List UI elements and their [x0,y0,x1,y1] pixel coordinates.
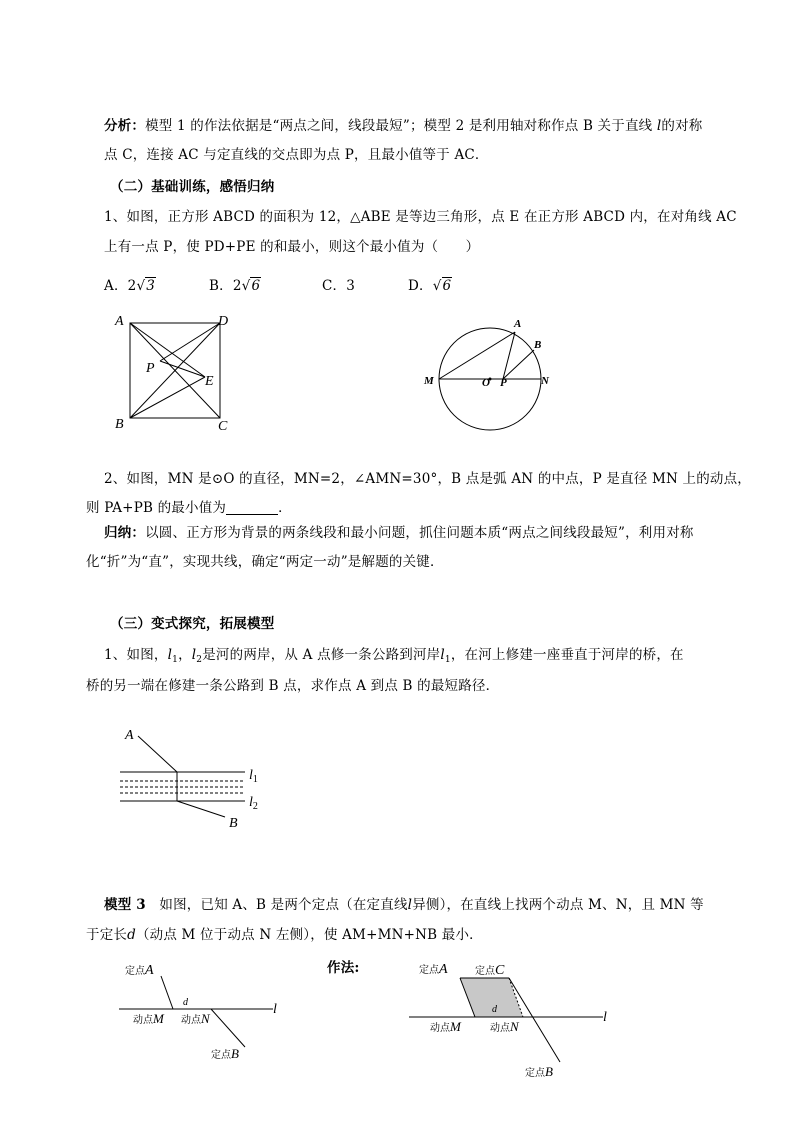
option-b-label: B．2 [209,278,242,294]
cir-label-a: A [514,318,522,330]
cir-label-p: P [500,377,507,389]
m3f1-fixed-b: 定点B [211,1046,239,1061]
m3f1-moving-m: 动点M [133,1011,164,1026]
model3-figure-1 [115,960,295,1070]
cir-label-o: O [482,377,490,389]
option-d-label: D． [408,278,433,294]
m3f2-d: d [492,1004,497,1015]
s3-l2-sub: 2 [196,655,203,665]
s2-q2-line-1: 2、如图，MN 是⊙O 的直径，MN=2，∠AMN=30°，B 点是弧 AN 的中点，P 是直径 MN 上的动点， [104,471,752,487]
analysis-var-l: l [656,118,662,134]
m3f2-fixed-a: 定点A [419,962,448,977]
m3f1-segment-am [161,976,173,1009]
square-figure [110,308,240,438]
m3f1-l: l [273,1002,277,1017]
analysis-line-2: 点 C，连接 AC 与定直线的交点即为点 P，且最小值等于 AC． [104,147,489,163]
m3f2-moving-m: 动点M [430,1019,461,1034]
s2-q2-line-2 [86,498,292,518]
river-label-l1: $l_1$ [249,768,258,785]
analysis-text: 模型 1 的作法依据是“两点之间，线段最短”；模型 2 是利用轴对称作点 B 关于直线 [145,118,653,134]
option-a-label: A．2 [104,278,137,294]
option-a-radicand: 3 [146,278,156,294]
s3-tail: ，在河上修建一座垂直于河岸的桥，在 [450,647,684,663]
method-label: 作法: [327,960,360,976]
model3-line-1 [104,895,704,915]
option-d: D．√6 [408,278,452,294]
s3-sep: ， [178,647,192,663]
segment-be [130,377,205,418]
segment-pe [160,361,205,377]
s3-l1b: l [440,647,445,663]
model3-var-d: d [127,927,136,943]
s3-q1-line-1 [104,645,684,670]
option-d-radicand: 6 [442,278,452,294]
sq-label-d: D [218,314,229,329]
road-a [138,736,177,772]
model3-label: 模型 3 [104,897,146,913]
option-b-radicand: 6 [251,278,261,294]
model3-figure-2 [405,958,620,1088]
analysis-label: 分析： [104,118,146,134]
s3-l1: l [167,647,173,663]
q2-prefix: 则 PA+PB 的最小值为 [86,500,227,516]
m3f2-fixed-c: 定点C [475,963,505,978]
section2-heading: （二）基础训练，感悟归纳 [110,179,275,195]
circle-figure [420,312,560,432]
sq-label-e: E [205,374,214,389]
analysis-text-tail: 的对称 [661,118,703,134]
model3-line-2 [86,925,483,945]
m3f1-d: d [183,997,188,1008]
section3-heading: （三）变式探究，拓展模型 [110,616,275,632]
river-label-a: A [125,728,134,743]
model3-line2-tail: （动点 M 位于动点 N 左侧），使 AM+MN+NB 最小． [135,927,483,943]
option-a: A．2√3 [104,278,156,294]
road-b [177,801,225,817]
option-b: B．2√6 [209,278,261,294]
m3f2-l: l [603,1010,607,1025]
model3-text: 如图，已知 A、B 是两个定点（在定直线 [159,897,408,913]
river-label-b: B [229,816,238,831]
summary-line-2: 化“折”为“直”，实现共线，确定“两定一动”是解题的关键． [86,554,444,570]
segment-ap [503,332,515,379]
s3-q1-line-2: 桥的另一端在修建一条公路到 B 点，求作点 A 到点 B 的最短路径． [86,678,500,694]
summary-text: 以圆、正方形为背景的两条线段和最小问题，抓住问题本质“两点之间线段最短”，利用对称 [145,525,694,541]
m3f2-fixed-b: 定点B [525,1064,553,1079]
segment-ma [439,332,515,379]
q2-suffix: ． [278,500,292,516]
cir-label-b: B [534,339,542,351]
model3-text-tail: 异侧），在直线上找两个动点 M、N，且 MN 等 [412,897,704,913]
analysis-line-1 [104,116,703,136]
cir-label-m: M [424,375,434,387]
sq-label-b: B [115,417,124,432]
sq-label-c: C [218,419,228,434]
s2-q1-line-2: 上有一点 P，使 PD+PE 的和最小，则这个最小值为（ ） [104,239,480,255]
river-label-l2: $l_2$ [249,795,258,812]
summary-label: 归纳： [104,525,146,541]
s3-l1b-sub: 1 [444,655,451,665]
s3-l1-sub: 1 [172,655,179,665]
m3f1-moving-n: 动点N [181,1011,210,1026]
m3f1-fixed-a: 定点A [125,963,154,978]
option-c: C．3 [322,278,356,294]
river-figure [115,722,275,834]
sq-label-p: P [146,361,155,376]
s3-mid: 是河的两岸，从 A 点修一条公路到河岸 [202,647,441,663]
answer-blank [226,500,278,515]
s3-q1-prefix: 1、如图， [104,647,168,663]
m3f2-moving-n: 动点N [490,1019,519,1034]
summary-line-1 [104,523,694,543]
s3-l2: l [191,647,197,663]
sq-label-a: A [115,314,124,329]
s2-q1-line-1: 1、如图，正方形 ABCD 的面积为 12，△ABE 是等边三角形，点 E 在正方形 ABCD 内，在对角线 AC [104,209,737,225]
m3f1-segment-nb [211,1009,245,1047]
model3-var-l: l [407,897,413,913]
model3-line2-prefix: 于定长 [86,927,128,943]
cir-label-n: N [541,375,549,387]
segment-pb [503,350,534,379]
